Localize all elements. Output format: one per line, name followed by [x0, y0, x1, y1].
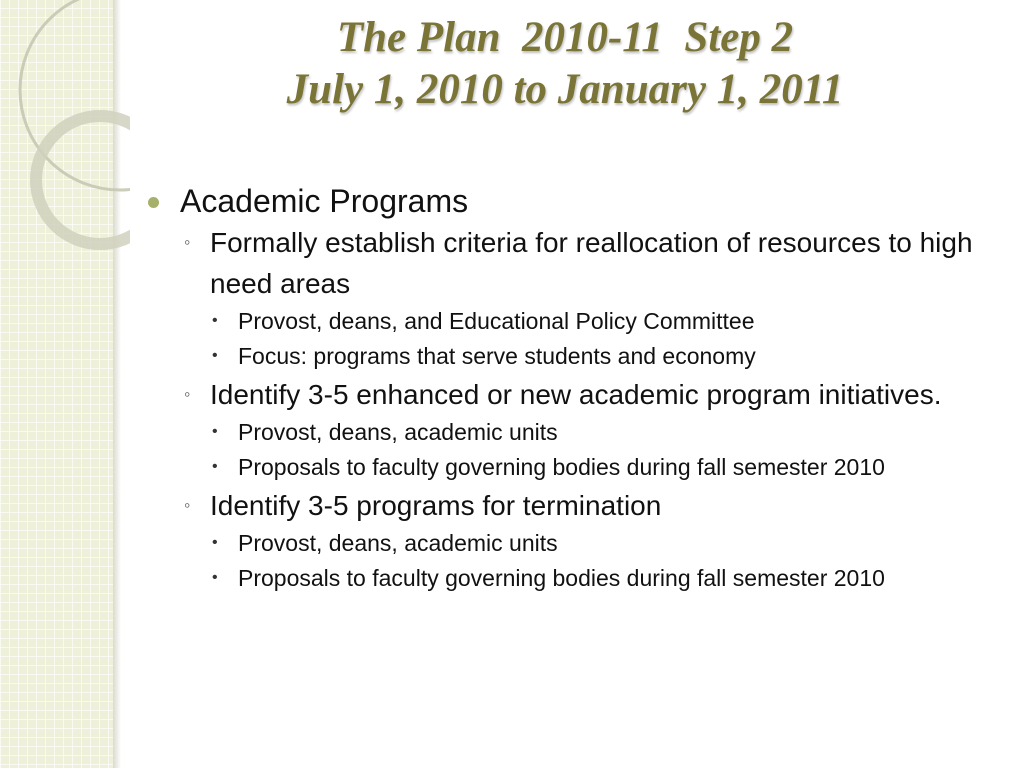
sub-bullet-text: Proposals to faculty governing bodies during fall semester 2010	[238, 565, 885, 591]
sub-bullet-text: Proposals to faculty governing bodies during fall semester 2010	[238, 454, 885, 480]
sub-bullet	[140, 526, 1000, 561]
heading-bullet	[140, 180, 1000, 222]
sub-bullet-text: Provost, deans, and Educational Policy Committee	[238, 308, 755, 334]
dot-bullet-icon: •	[212, 347, 218, 364]
dot-bullet-icon: •	[212, 569, 218, 586]
sub-bullet	[140, 304, 1000, 339]
circle-bullet-icon	[148, 197, 159, 208]
section-text: Identify 3-5 enhanced or new academic program initiatives.	[210, 379, 942, 410]
sub-bullet-text: Provost, deans, academic units	[238, 419, 558, 445]
section-text: Identify 3-5 programs for termination	[210, 490, 662, 521]
section-bullet	[140, 485, 1000, 526]
section-text: Formally establish criteria for reallocation of resources to high need areas	[210, 227, 973, 299]
heading-text: Academic Programs	[180, 183, 469, 219]
sub-bullet	[140, 561, 1000, 596]
sub-bullet	[140, 339, 1000, 374]
title-line-1: The Plan 2010-11 Step 2	[336, 14, 794, 61]
title-line-2: July 1, 2010 to January 1, 2011	[286, 66, 844, 113]
ring-bullet-icon: ◦	[184, 232, 191, 252]
slide-content	[140, 180, 1000, 596]
sub-bullet	[140, 415, 1000, 450]
dot-bullet-icon: •	[212, 312, 218, 329]
ring-bullet-icon: ◦	[184, 384, 191, 404]
decorative-circles	[0, 0, 130, 300]
dot-bullet-icon: •	[212, 458, 218, 475]
slide-title	[130, 12, 1000, 116]
sub-bullet-text: Provost, deans, academic units	[238, 530, 558, 556]
sub-bullet	[140, 450, 1000, 485]
section-bullet	[140, 374, 1000, 415]
section-bullet	[140, 222, 1000, 304]
dot-bullet-icon: •	[212, 534, 218, 551]
ring-bullet-icon: ◦	[184, 495, 191, 515]
dot-bullet-icon: •	[212, 423, 218, 440]
sub-bullet-text: Focus: programs that serve students and economy	[238, 343, 756, 369]
